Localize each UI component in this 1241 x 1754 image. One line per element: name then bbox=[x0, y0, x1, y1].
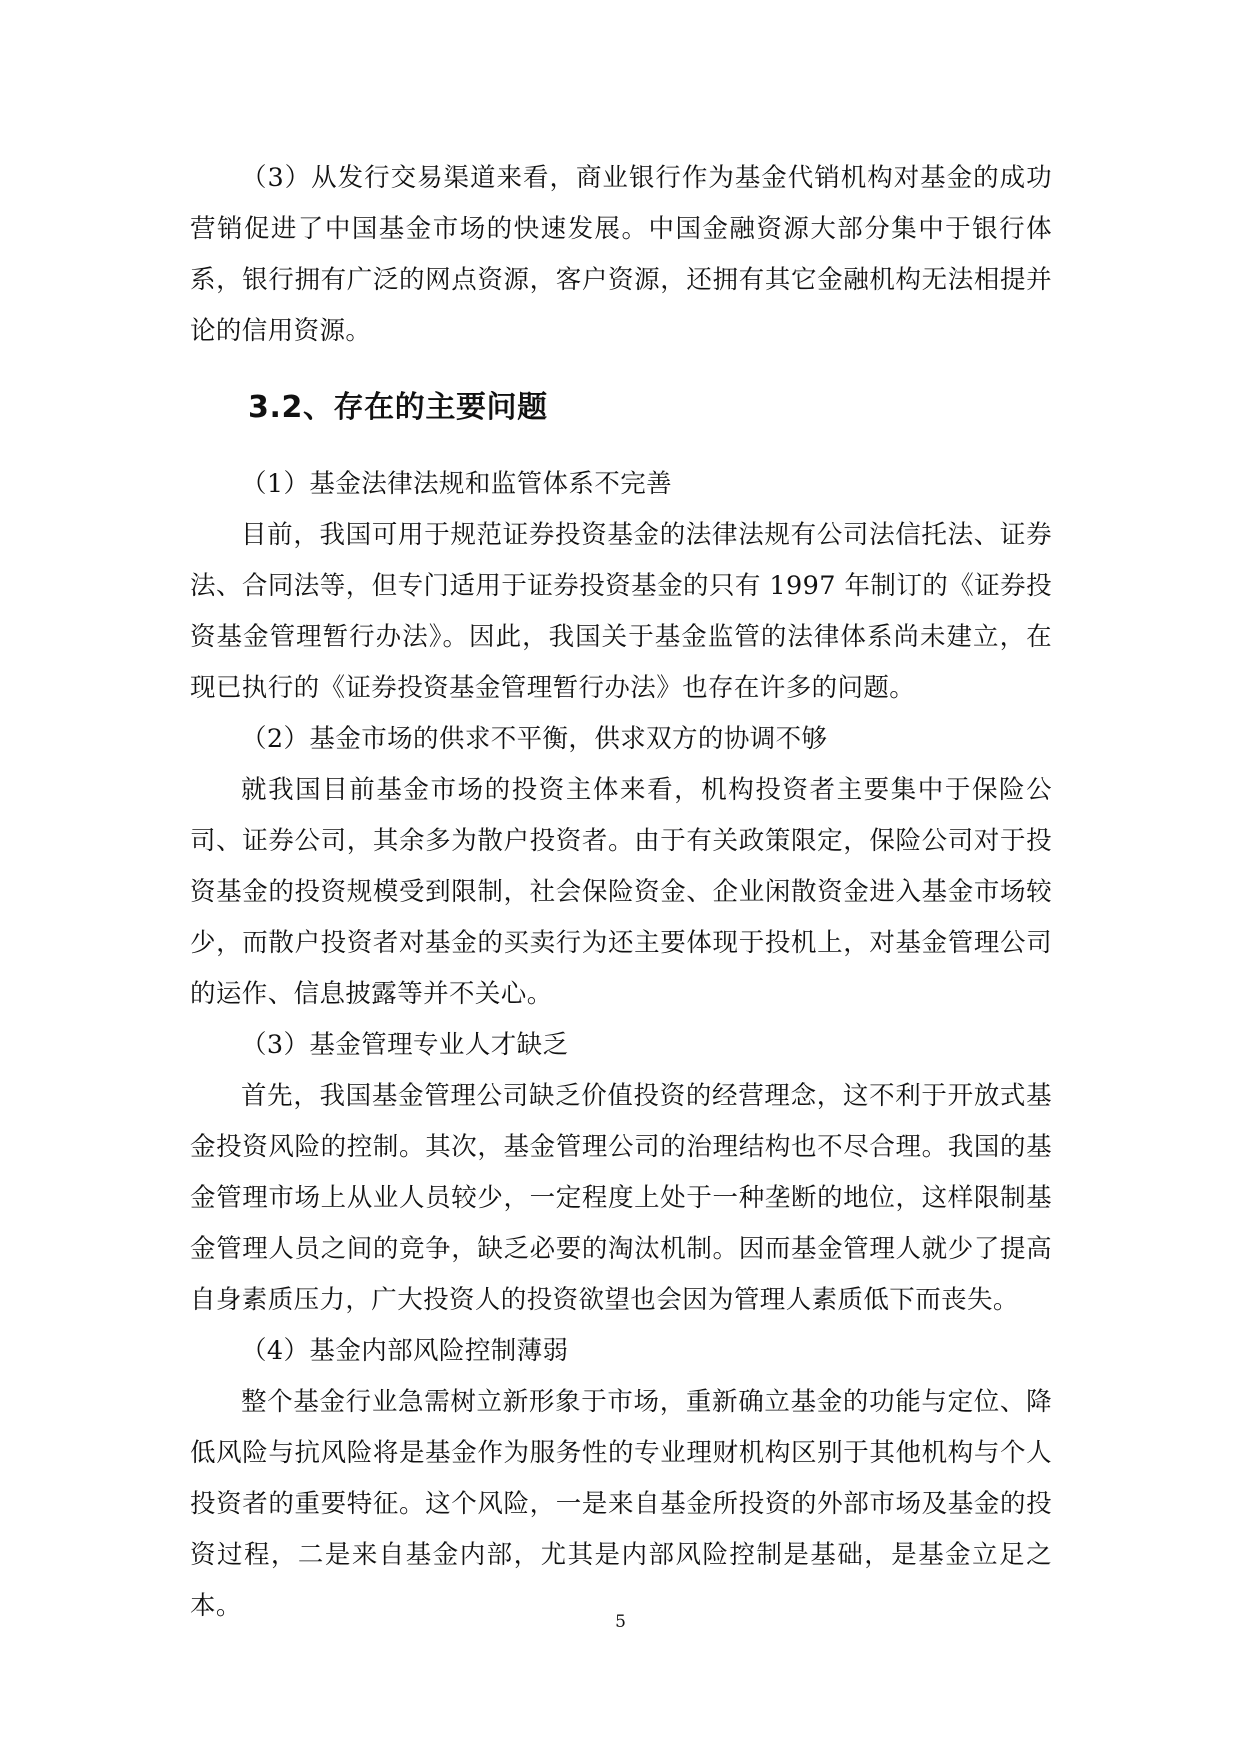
paragraph-distribution-channel: （3）从发行交易渠道来看，商业银行作为基金代销机构对基金的成功营销促进了中国基金市场的快速发展。中国金融资源大部分集中于银行体系，银行拥有广泛的网点资源，客户资源，还拥有其它金融机构无法相提并论的信用资源。 bbox=[190, 163, 1052, 346]
paragraph-supply-demand: 就我国目前基金市场的投资主体来看，机构投资者主要集中于保险公司、证券公司，其余多为散户投资者。由于有关政策限定，保险公司对于投资基金的投资规模受到限制，社会保险资金、企业闲散资金进入基金市场较少，而散户投资者对基金的买卖行为还主要体现于投机上，对基金管理公司的运作、信息披露等并不关心。 bbox=[190, 775, 1052, 1009]
paragraph-risk-control: 整个基金行业急需树立新形象于市场，重新确立基金的功能与定位、降低风险与抗风险将是基金作为服务性的专业理财机构区别于其他机构与个人投资者的重要特征。这个风险，一是来自基金所投资的外部市场及基金的投资过程，二是来自基金内部，尤其是内部风险控制是基础，是基金立足之本。 bbox=[190, 1387, 1052, 1621]
subheading-supply-demand: （2）基金市场的供求不平衡，供求双方的协调不够 bbox=[241, 724, 828, 754]
subheading-talent-shortage: （3）基金管理专业人才缺乏 bbox=[241, 1030, 569, 1060]
paragraph-talent-shortage: 首先，我国基金管理公司缺乏价值投资的经营理念，这不利于开放式基金投资风险的控制。其次，基金管理公司的治理结构也不尽合理。我国的基金管理市场上从业人员较少，一定程度上处于一种垄断的地位，这样限制基金管理人员之间的竞争，缺乏必要的淘汰机制。因而基金管理人就少了提高自身素质压力，广大投资人的投资欲望也会因为管理人素质低下而丧失。 bbox=[190, 1081, 1052, 1315]
subheading-legal-framework: （1）基金法律法规和监管体系不完善 bbox=[241, 469, 673, 499]
section-heading: 3.2、存在的主要问题 bbox=[248, 390, 548, 425]
paragraph-legal-framework: 目前，我国可用于规范证券投资基金的法律法规有公司法信托法、证券法、合同法等，但专门适用于证券投资基金的只有 1997 年制订的《证券投资基金管理暂行办法》。因此，我国关于基金监管的法律体系尚未建立，在现已执行的《证券投资基金管理暂行办法》也存在许多的问题。 bbox=[190, 520, 1052, 703]
page-number: 5 bbox=[615, 1612, 626, 1632]
page-body bbox=[190, 153, 1052, 1632]
subheading-risk-control: （4）基金内部风险控制薄弱 bbox=[241, 1336, 569, 1366]
